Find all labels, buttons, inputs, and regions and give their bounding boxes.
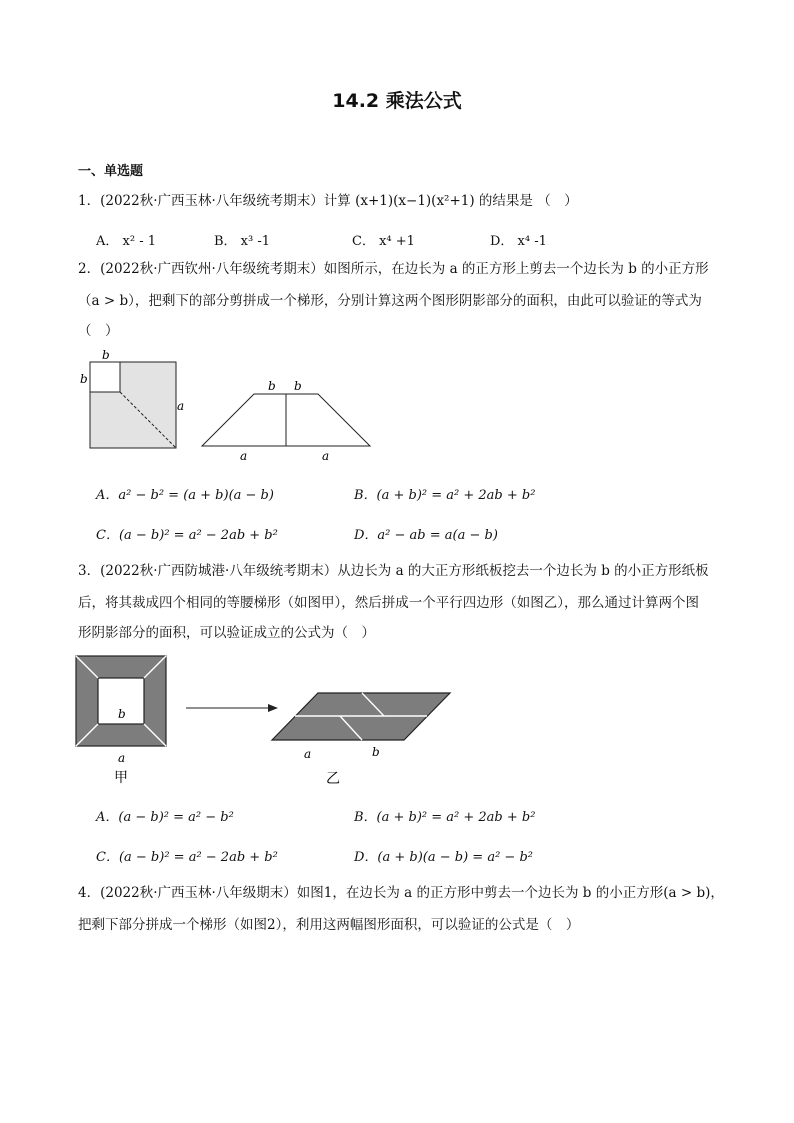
question-2-stem-line-1: 2．(2022秋·广西钦州·八年级统考期末）如图所示，在边长为 a 的正方形上剪去一个边长为 b 的小正方形	[78, 261, 709, 277]
q3-arrow-head	[268, 704, 278, 712]
question-1-stem: 1．(2022秋·广西玉林·八年级统考期末）计算 (x+1)(x−1)(x²+1) 的结果是 （ ）	[78, 193, 578, 209]
q1-option-d[interactable]: D． x⁴ -1	[490, 234, 547, 249]
q2-small-square	[90, 362, 120, 392]
q1-option-a[interactable]: A． x² - 1	[96, 234, 156, 249]
q2-label-trap-a1: a	[240, 449, 248, 463]
q1-option-b[interactable]: B． x³ -1	[214, 234, 271, 249]
question-3-stem-line-3: 形阴影部分的面积，可以验证成立的公式为（ ）	[78, 625, 375, 641]
q3-arrow	[186, 704, 278, 712]
q3-label-pa: a	[304, 747, 312, 761]
question-2-stem-line-3: （ ）	[78, 323, 119, 339]
q2-square-figure	[80, 348, 184, 448]
q3-figure-jia	[76, 656, 166, 786]
question-3-stem-line-2: 后，将其裁成四个相同的等腰梯形（如图甲），然后拼成一个平行四边形（如图乙），那么通过计算两个图	[78, 595, 699, 611]
q3-label-b: b	[118, 707, 126, 721]
q2-option-c[interactable]: C．(a − b)² = a² − 2ab + b²	[96, 528, 278, 543]
q2-label-b-left: b	[80, 372, 88, 386]
q3-figure	[72, 652, 462, 790]
q2-option-b[interactable]: B．(a + b)² = a² + 2ab + b²	[354, 488, 536, 503]
q3-option-c[interactable]: C．(a − b)² = a² − 2ab + b²	[96, 850, 278, 865]
q1-option-c[interactable]: C． x⁴ +1	[352, 234, 415, 249]
q3-label-yi: 乙	[326, 771, 340, 787]
q3-option-d[interactable]: D．(a + b)(a − b) = a² − b²	[354, 850, 533, 865]
q2-option-a[interactable]: A．a² − b² = (a + b)(a − b)	[96, 488, 274, 503]
page-title: 14.2 乘法公式	[332, 90, 462, 112]
q2-label-a-right: a	[177, 399, 185, 413]
question-4-stem-line-1: 4．(2022秋·广西玉林·八年级期末）如图1，在边长为 a 的正方形中剪去一个边长为 b 的小正方形(a > b)，	[78, 885, 724, 901]
question-4-stem-line-2: 把剩下部分拼成一个梯形（如图2），利用这两幅图形面积，可以验证的公式是（ ）	[78, 917, 580, 933]
q2-option-d[interactable]: D．a² − ab = a(a − b)	[354, 528, 498, 543]
q3-label-jia: 甲	[114, 770, 128, 786]
q2-label-trap-b2: b	[294, 379, 302, 393]
q3-label-a: a	[118, 751, 126, 765]
question-2-stem-line-2: （a > b），把剩下的部分剪拼成一个梯形，分别计算这两个图形阴影部分的面积，由此可以验证的等式为	[78, 293, 702, 309]
q2-figure	[76, 348, 376, 466]
q2-trapezoid-figure	[202, 379, 370, 463]
q2-label-trap-a2: a	[322, 449, 330, 463]
section-heading: 一、单选题	[78, 164, 144, 179]
q3-label-pb: b	[372, 745, 380, 759]
q3-figure-yi	[272, 693, 450, 787]
q3-option-b[interactable]: B．(a + b)² = a² + 2ab + b²	[354, 810, 536, 825]
question-3-stem-line-1: 3．(2022秋·广西防城港·八年级统考期末）从边长为 a 的大正方形纸板挖去一个边长为 b 的小正方形纸板	[78, 563, 709, 579]
q3-option-a[interactable]: A．(a − b)² = a² − b²	[96, 810, 234, 825]
q2-label-b-top: b	[102, 348, 110, 362]
q2-label-trap-b1: b	[268, 379, 276, 393]
